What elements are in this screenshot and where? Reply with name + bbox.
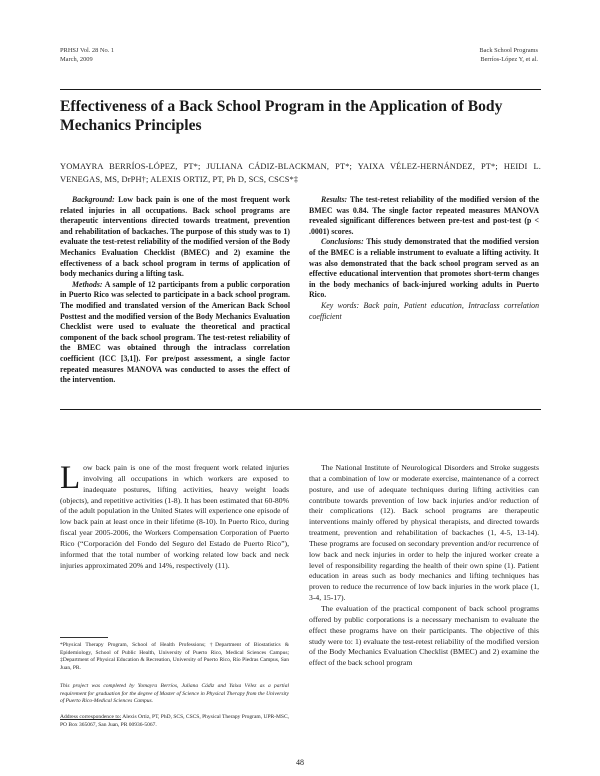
body-paragraph: The National Institute of Neurological Disorders and Stroke suggests that a combination of low or moderate exercise, maintenance of a correct posture, and use of adequate techniques during lifting activities can contribute towards prevention of low back injuries and/or reduction of their complications (12). Back school programs are therapeutic interventions mainly offered by physical therapists, and directed towards treatment, prevention and rehabilitation of backaches (1, 4-5, 13-14). These programs are focused on secondary prevention and/or recurrence of low back and neck injuries in order to help the injured worker create a level of responsibility regarding the health of their own spine (1). Patient education in areas such as body mechanics and lifting techniques has proven to reduce the recurrence of low back injuries in the work place (1, 3-4, 15-17). bbox=[309, 463, 539, 603]
conclusions-text: This study demonstrated that the modified version of the BMEC is a reliable instrument to evaluate a lifting activity. It was also demonstrated that the back school program served as an effective educational intervention that promotes short-term changes in the body mechanics of back-injured working adults in Puerto Rico. bbox=[309, 237, 539, 300]
running-header-right bbox=[479, 46, 538, 64]
conclusions-label: Conclusions: bbox=[321, 237, 364, 247]
author-list: YOMAYRA BERRÍOS-LÓPEZ, PT*; JULIANA CÁDIZ-BLACKMAN, PT*; YAIXA VÉLEZ-HERNÁNDEZ, PT*; HEIDI L. VENEGAS, MS, DrPH†; ALEXIS ORTIZ, PT, Ph D, SCS, CSCS*‡ bbox=[60, 162, 541, 184]
footnote-rule bbox=[60, 637, 108, 638]
body-column-left bbox=[60, 460, 289, 571]
page-number: 48 bbox=[296, 758, 304, 767]
footnote-correspondence bbox=[60, 714, 289, 729]
correspondence-label: Address correspondence to: bbox=[60, 714, 122, 720]
methods-text: A sample of 12 participants from a public corporation in Puerto Rico was selected to participate in a back school program. The modified and translated version of the American Back School Posttest and the modified version of the Body Mechanics Evaluation Checklist were used to evaluate the theoretical and practical component of the back school program. The test-retest reliability of the BMEC was obtained through the intraclass correlation coefficient (ICC [3,1]). For pre/post assessment, a single factor repeated measures MANOVA was conducted to asses the effect of the intervention. bbox=[60, 279, 291, 385]
short-authors: Berríos-López Y, et al. bbox=[480, 56, 538, 63]
article-title: Effectiveness of a Back School Program in the Application of Body Mechanics Principles bbox=[60, 98, 503, 134]
abstract-column-right bbox=[309, 195, 539, 322]
abstract-conclusions bbox=[309, 237, 539, 301]
keywords-label: Key words: bbox=[321, 300, 360, 310]
header-rule bbox=[60, 89, 541, 90]
body-column-right bbox=[309, 463, 539, 669]
abstract-methods bbox=[60, 280, 290, 386]
abstract-column-left bbox=[60, 195, 290, 386]
background-text: Low back pain is one of the most frequent work related injuries in all occupations. Back school programs are therapeutic interventions directed towards treatment, prevention and rehabilitation of backaches. The purpose of this study was to 1) evaluate the test-retest reliability of the modified version of the Body Mechanics Evaluation Checklist (BMEC) and 2) examine the effectiveness of a back school program in terms of application of body mechanics during a lifting task. bbox=[60, 195, 290, 279]
footnote-project: This project was completed by Yomayra Berríos, Juliana Cádiz and Yaixa Vélez as a partial requirement for graduation for the degree of Master of Science in Physical Therapy from the University of Puerto Rico-Medical Sciences Campus. bbox=[60, 683, 289, 705]
journal-volume: PRHSJ Vol. 28 No. 1 bbox=[60, 47, 115, 54]
results-text: The test-retest reliability of the modified version of the BMEC was 0.84. The single factor repeated measures MANOVA revealed significant differences between pre-test and post-test (p < .0001) scores. bbox=[309, 195, 539, 236]
intro-text: ow back pain is one of the most frequent work related injuries involving all occupations in which workers are exposed to inadequate postures, lifting activities, heavy weight loads (objects), and repetitive activities (1-8). It has been estimated that 60-80% of the adult population in the United States will experience one episode of low back pain at least once in their lifetime (8-10). In Puerto Rico, during fiscal year 2005-2006, the Workers Compensation Corporation of Puerto Rico (“Corporación del Fondo del Seguro del Estado de Puerto Rico”), informed that the total number of working related low back and neck injuries approximated 20% and 14%, respectively (11). bbox=[60, 463, 289, 570]
correspondence-text: Alexis Ortiz, PT, PhD, SCS, CSCS, Physical Therapy Program, UPR-MSC, PO Box 365067, San Juan, PR 00936-5067. bbox=[60, 714, 289, 728]
footnote-affiliations: *Physical Therapy Program, School of Health Professions; †Department of Biostatistics & Epidemiology, School of Public Health, University of Puerto Rico, Medical Sciences Campus; ‡Department of Physical Education & Recreation, University of Puerto Rico, Río Piedras Campus, San Juan, PR. bbox=[60, 642, 289, 671]
running-header-left bbox=[60, 46, 114, 64]
methods-label: Methods: bbox=[72, 279, 103, 289]
body-paragraph: The evaluation of the practical component of back school programs offered by public corporations is a necessary mechanism to evaluate the effect these programs have on their participants. The objective of this study were to: 1) evaluate the test-retest reliability of the modified version of the Body Mechanics Evaluation Checklist (BMEC) and 2) examine the effect of the back school program bbox=[309, 603, 539, 668]
keywords bbox=[309, 301, 539, 322]
abstract-background bbox=[60, 195, 290, 280]
journal-date: March, 2009 bbox=[60, 56, 93, 63]
abstract-results bbox=[309, 195, 539, 237]
drop-cap: L bbox=[60, 460, 81, 496]
short-title: Back School Programs bbox=[479, 47, 538, 54]
abstract-rule bbox=[60, 409, 541, 410]
results-label: Results: bbox=[321, 195, 348, 204]
background-label: Background: bbox=[72, 195, 115, 204]
keywords-text: Back pain, Patient education, Intraclass correlation coefficient bbox=[309, 300, 539, 321]
intro-paragraph bbox=[60, 460, 289, 571]
